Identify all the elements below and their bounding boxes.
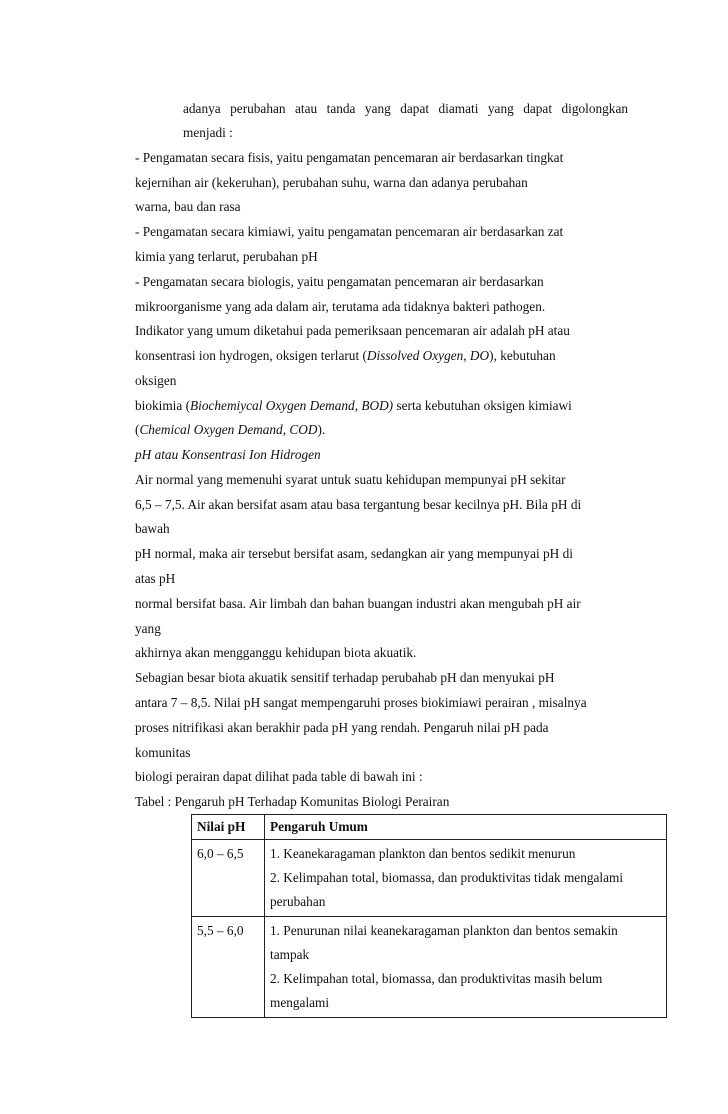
effect-line: tampak: [270, 947, 310, 962]
text-line: normal bersifat basa. Air limbah dan bahan buangan industri akan mengubah pH air: [135, 596, 581, 611]
text-line: menjadi :: [183, 125, 233, 140]
text-span: ), kebutuhan: [489, 348, 556, 363]
text-line: adanya perubahan atau tanda yang dapat diamati yang dapat digolongkan: [183, 101, 628, 116]
effect-cell: [265, 917, 667, 1018]
text-span: (: [135, 422, 140, 437]
text-line: - Pengamatan secara kimiawi, yaitu pengamatan pencemaran air berdasarkan zat: [135, 224, 564, 239]
text-line: bawah: [135, 521, 170, 536]
section-heading: pH atau Konsentrasi Ion Hidrogen: [135, 447, 321, 462]
column-header-ph: Nilai pH: [192, 815, 265, 840]
text-line: proses nitrifikasi akan berakhir pada pH yang rendah. Pengaruh nilai pH pada: [135, 720, 549, 735]
text-line: - Pengamatan secara biologis, yaitu pengamatan pencemaran air berdasarkan: [135, 274, 544, 289]
text-line: atas pH: [135, 571, 176, 586]
ph-effects-table: [191, 814, 667, 1018]
text-line: Indikator yang umum diketahui pada pemeriksaan pencemaran air adalah pH atau: [135, 323, 570, 338]
effect-line: 1. Penurunan nilai keanekaragaman plankton dan bentos semakin: [270, 923, 618, 938]
text-line: antara 7 – 8,5. Nilai pH sangat mempengaruhi proses biokimiawi perairan , misalnya: [135, 695, 587, 710]
text-line: Air normal yang memenuhi syarat untuk suatu kehidupan mempunyai pH sekitar: [135, 472, 566, 487]
table-caption: Tabel : Pengaruh pH Terhadap Komunitas Biologi Perairan: [135, 794, 450, 809]
text-line: Sebagian besar biota akuatik sensitif terhadap perubahab pH dan menyukai pH: [135, 670, 555, 685]
text-line: akhirnya akan mengganggu kehidupan biota akuatik.: [135, 645, 417, 660]
effect-line: perubahan: [270, 894, 326, 909]
text-line: [135, 422, 325, 438]
text-line: yang: [135, 621, 161, 636]
text-line: [135, 348, 556, 364]
italic-term: Dissolved Oxygen, DO: [366, 348, 490, 363]
effect-line: 2. Kelimpahan total, biomassa, dan produktivitas masih belum: [270, 971, 603, 986]
text-line: mikroorganisme yang ada dalam air, terutama ada tidaknya bakteri pathogen.: [135, 299, 546, 314]
ph-value-cell: 5,5 – 6,0: [192, 917, 265, 1018]
table-row: [192, 840, 667, 917]
italic-term: Biochemiycal Oxygen Demand, BOD): [190, 398, 394, 413]
table-header-row: [192, 815, 667, 840]
italic-term: Chemical Oxygen Demand, COD: [139, 422, 318, 437]
text-line: kimia yang terlarut, perubahan pH: [135, 249, 318, 264]
text-line: kejernihan air (kekeruhan), perubahan suhu, warna dan adanya perubahan: [135, 175, 528, 190]
text-line: [135, 398, 572, 414]
text-line: warna, bau dan rasa: [135, 199, 241, 214]
text-span: serta kebutuhan oksigen kimiawi: [393, 398, 572, 413]
effect-line: 1. Keanekaragaman plankton dan bentos sedikit menurun: [270, 846, 576, 861]
text-span: ).: [317, 422, 326, 437]
text-line: - Pengamatan secara fisis, yaitu pengamatan pencemaran air berdasarkan tingkat: [135, 150, 564, 165]
ph-value-cell: 6,0 – 6,5: [192, 840, 265, 917]
text-line: oksigen: [135, 373, 177, 388]
effect-line: 2. Kelimpahan total, biomassa, dan produktivitas tidak mengalami: [270, 870, 624, 885]
text-line: pH normal, maka air tersebut bersifat asam, sedangkan air yang mempunyai pH di: [135, 546, 573, 561]
text-line: komunitas: [135, 745, 191, 760]
text-span: konsentrasi ion hydrogen, oksigen terlarut (: [135, 348, 367, 363]
text-line: biologi perairan dapat dilihat pada table di bawah ini :: [135, 769, 423, 784]
text-span: biokimia (: [135, 398, 191, 413]
effect-cell: [265, 840, 667, 917]
effect-line: mengalami: [270, 995, 330, 1010]
column-header-effect: Pengaruh Umum: [265, 815, 667, 840]
table-row: [192, 917, 667, 1018]
text-line: 6,5 – 7,5. Air akan bersifat asam atau basa tergantung besar kecilnya pH. Bila pH di: [135, 497, 582, 512]
